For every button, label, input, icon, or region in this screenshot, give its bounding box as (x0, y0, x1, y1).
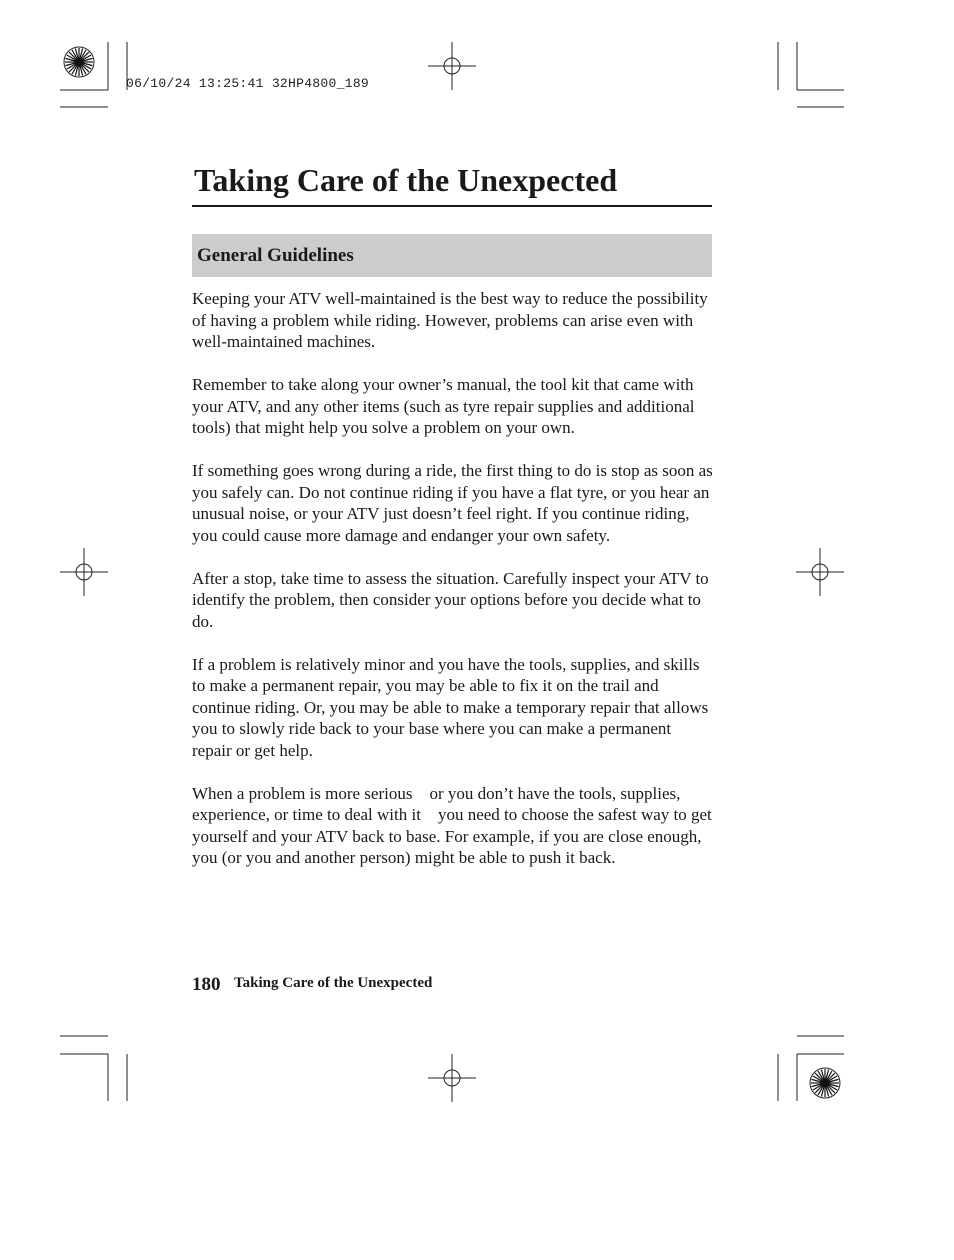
section-header-band (192, 234, 712, 277)
print-slug: 06/10/24 13:25:41 32HP4800_189 (126, 76, 370, 91)
starburst-ray (815, 1083, 825, 1093)
starburst-ray (818, 1083, 825, 1095)
body-text (192, 288, 717, 890)
registration-crosshair-bottom (428, 1054, 476, 1102)
paragraph: When a problem is more serious or you don’t have the tools, supplies, experience, or time to deal with it you need to choose the safest way to get yourself and your ATV back to base. For example, if you are close enough, you (or you and another person) might be able to push it back. (192, 783, 717, 867)
starburst-ray (821, 1069, 825, 1083)
registration-crosshair-left (60, 548, 108, 596)
starburst-ray (72, 62, 79, 74)
starburst-center (821, 1079, 829, 1087)
starburst-ray (821, 1083, 825, 1097)
starburst-ray (65, 58, 79, 62)
starburst-ray (818, 1071, 825, 1083)
starburst-ray (815, 1073, 825, 1083)
registration-crosshair-top (428, 42, 476, 90)
page-title: Taking Care of the Unexpected (194, 162, 618, 198)
starburst-ray (825, 1071, 832, 1083)
starburst-ray (79, 58, 93, 62)
title-underline (192, 205, 712, 207)
starburst-center (75, 58, 83, 66)
starburst-ray (67, 62, 79, 69)
starburst-ray (69, 62, 79, 72)
starburst-ray (75, 62, 79, 76)
starburst-ray (79, 62, 91, 69)
starburst-ray (825, 1083, 832, 1095)
paragraph: If a problem is relatively minor and you have the tools, supplies, and skills to make a permanent repair, you may be able to fix it on the trail and continue riding. Or, you may be able to make a temporary repair that allows you to slowly ride back to your base where you can make a permanent repair or get help. (192, 654, 709, 760)
starburst-ray (825, 1076, 837, 1083)
starburst-registration-top-left (64, 47, 94, 77)
registration-crosshair-right (796, 548, 844, 596)
starburst-ray (65, 62, 79, 66)
starburst-ray (75, 48, 79, 62)
starburst-ray (825, 1083, 829, 1097)
starburst-ray (79, 62, 93, 66)
starburst-ray (825, 1079, 839, 1083)
starburst-ray (67, 55, 79, 62)
starburst-ray (825, 1073, 835, 1083)
starburst-registration-bottom-right (810, 1068, 840, 1098)
starburst-ray (79, 62, 83, 76)
starburst-ray (79, 52, 89, 62)
page-number: 180 (192, 974, 221, 995)
paragraph: After a stop, take time to assess the situation. Carefully inspect your ATV to identify the problem, then consider your options before you decide what to do. (192, 568, 709, 631)
starburst-ray (79, 62, 86, 74)
starburst-ray (69, 52, 79, 62)
paragraph: If something goes wrong during a ride, the first thing to do is stop as soon as you safely can. Do not continue riding if you have a flat tyre, or you hear an unusual noise, or your ATV just doesn’t feel right. If you continue riding, you could cause more damage and endanger your own safety. (192, 461, 713, 545)
starburst-ray (813, 1083, 825, 1090)
running-footer-title: Taking Care of the Unexpected (234, 975, 433, 991)
starburst-ray (825, 1083, 835, 1093)
starburst-ray (825, 1083, 839, 1087)
paragraph: Keeping your ATV well-maintained is the best way to reduce the possibility of having a problem while riding. However, problems can arise even with well-maintained machines. (192, 289, 708, 351)
starburst-ray (825, 1083, 837, 1090)
starburst-ray (811, 1083, 825, 1087)
starburst-ray (811, 1079, 825, 1083)
starburst-ray (79, 48, 83, 62)
starburst-ray (825, 1069, 829, 1083)
starburst-ray (79, 50, 86, 62)
section-heading: General Guidelines (197, 245, 354, 266)
starburst-ray (79, 62, 89, 72)
paragraph: Remember to take along your owner’s manual, the tool kit that came with your ATV, and any other items (such as tyre repair supplies and additional tools) that might help you solve a problem on your own. (192, 375, 695, 437)
starburst-ray (813, 1076, 825, 1083)
starburst-ray (79, 55, 91, 62)
starburst-ray (72, 50, 79, 62)
